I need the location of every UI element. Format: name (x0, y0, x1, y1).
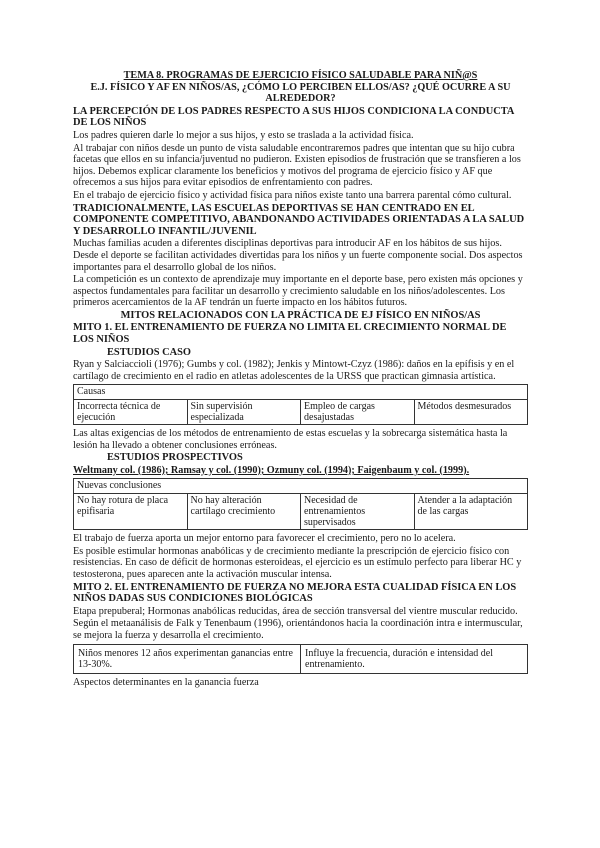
paragraph: Al trabajar con niños desde un punto de vista saludable encontraremos padres que intentan que su hijo cubra facetas que ellos en su infancia/juventud no pudieron. Existen episodios de frustración que se transfieren a los hijos. Debemos explicar claramente los beneficios y motivos del programa de ejercicio físico y AF que ofrecemos a sus hijos para evitar episodios de enfrentamiento con padres. (73, 142, 521, 189)
table-cell: Empleo de cargas desajustadas (301, 399, 415, 424)
causes-table (73, 384, 528, 425)
table-cell: Niños menores 12 años experimentan ganancias entre 13-30%. (74, 644, 301, 673)
paragraph: Etapa prepuberal; Hormonas anabólicas reducidas, área de sección transversal del vientre muscular reducido. (73, 605, 518, 617)
paragraph: Ryan y Salciaccioli (1976); Gumbs y col. (1982); Jenkis y Mintowt-Czyz (1986): daños en la epífisis y en el cartílago de crecimiento en el radio en atletas adolescentes de la URSS que practican gimnasia artística. (73, 359, 515, 382)
table-cell: No hay rotura de placa epifisaria (74, 493, 188, 530)
paragraph: Aspectos determinantes en la ganancia fuerza (73, 676, 259, 688)
myth-2-heading: MITO 2. EL ENTRENAMIENTO DE FUERZA NO MEJORA ESTA CUALIDAD FÍSICA EN LOS NIÑOS DADAS SUS CONDICIONES BIOLÓGICAS (73, 581, 517, 605)
table-cell: Incorrecta técnica de ejecución (74, 399, 188, 424)
prospective-studies-heading: ESTUDIOS PROSPECTIVOS (107, 452, 243, 464)
paragraph: Muchas familias acuden a diferentes disciplinas deportivas para introducir AF en los hábitos de sus hijos. Desde el deporte se facilitan actividades divertidas para los niños y un fuerte componente social. Dos aspectos importantes para el desarrollo global de los niños. (73, 238, 523, 273)
section-heading-myths: MITOS RELACIONADOS CON LA PRÁCTICA DE EJ FÍSICO EN NIÑOS/AS (120, 309, 481, 321)
case-studies-heading: ESTUDIOS CASO (107, 346, 192, 358)
document-page (73, 70, 528, 690)
paragraph: Las altas exigencias de los métodos de entrenamiento de estas escuelas y la sobrecarga sistemática hasta la lesión ha llevado a obtener conclusiones erróneas. (73, 428, 508, 451)
paragraph: En el trabajo de ejercicio físico y actividad física para niños existe tanto una barrera parental cómo cultural. (73, 189, 512, 201)
table-cell: Influye la frecuencia, duración e intensidad del entrenamiento. (301, 644, 528, 673)
section-heading-parents: LA PERCEPCIÓN DE LOS PADRES RESPECTO A SUS HIJOS CONDICIONA LA CONDUCTA DE LOS NIÑOS (73, 105, 514, 129)
paragraph: Según el metaanálisis de Falk y Tenenbaum (1996), orientándonos hacia la coordinación intra e intermuscular, se mejora la fuerza y desarrolla el crecimiento. (73, 618, 523, 641)
conclusions-table (73, 478, 528, 530)
paragraph: La competición es un contexto de aprendizaje muy importante en el deporte base, pero existen más opciones y aspectos fundamentales para facilitar un desarrollo y crecimiento saludable en los niños/adolescentes. Los primeros acercamientos de la AF tendrán un fuerte impacto en los hábitos futuros. (73, 274, 523, 309)
paragraph: El trabajo de fuerza aporta un mejor entorno para favorecer el crecimiento, pero no lo acelera. (73, 533, 456, 545)
table-cell: Atender a la adaptación de las cargas (414, 493, 528, 530)
myth-1-heading: MITO 1. EL ENTRENAMIENTO DE FUERZA NO LIMITA EL CRECIMIENTO NORMAL DE LOS NIÑOS (73, 322, 507, 346)
paragraph: Es posible estimular hormonas anabólicas y de crecimiento mediante la prescripción de ejercicio físico con resistencias. En caso de déficit de hormonas esteroideas, el ejercicio es un estímulo perfecto para liberar HC y testosterona, pues aparecen ante la activación muscular intensa. (73, 545, 522, 581)
conclusions-table-header: Nuevas conclusiones (74, 479, 528, 493)
document-subtitle: E.J. FÍSICO Y AF EN NIÑOS/AS, ¿CÓMO LO PERCIBEN ELLOS/AS? ¿QUÉ OCURRE A SU ALREDEDOR? (90, 81, 511, 105)
table-cell: Métodos desmesurados (414, 399, 528, 424)
table-cell: Sin supervisión especializada (187, 399, 301, 424)
table-cell: Necesidad de entrenamientos supervisados (301, 493, 415, 530)
section-heading-schools: TRADICIONALMENTE, LAS ESCUELAS DEPORTIVAS SE HAN CENTRADO EN EL COMPONENTE COMPETITIVO, ABANDONANDO ACTIVIDADES ORIENTADAS A LA SALUD Y DESARROLLO INFANTIL/JUVENIL (73, 202, 525, 237)
paragraph: Los padres quieren darle lo mejor a sus hijos, y esto se traslada a la actividad física. (73, 129, 414, 141)
gains-table (73, 644, 528, 674)
prospective-references: Weltmany col. (1986); Ramsay y col. (1990); Ozmuny col. (1994); Faigenbaum y col. (1999). (73, 464, 470, 476)
causes-table-header: Causas (74, 385, 528, 399)
document-title: TEMA 8. PROGRAMAS DE EJERCICIO FÍSICO SALUDABLE PARA NIÑ@S (123, 70, 478, 81)
table-cell: No hay alteración cartílago crecimiento (187, 493, 301, 530)
